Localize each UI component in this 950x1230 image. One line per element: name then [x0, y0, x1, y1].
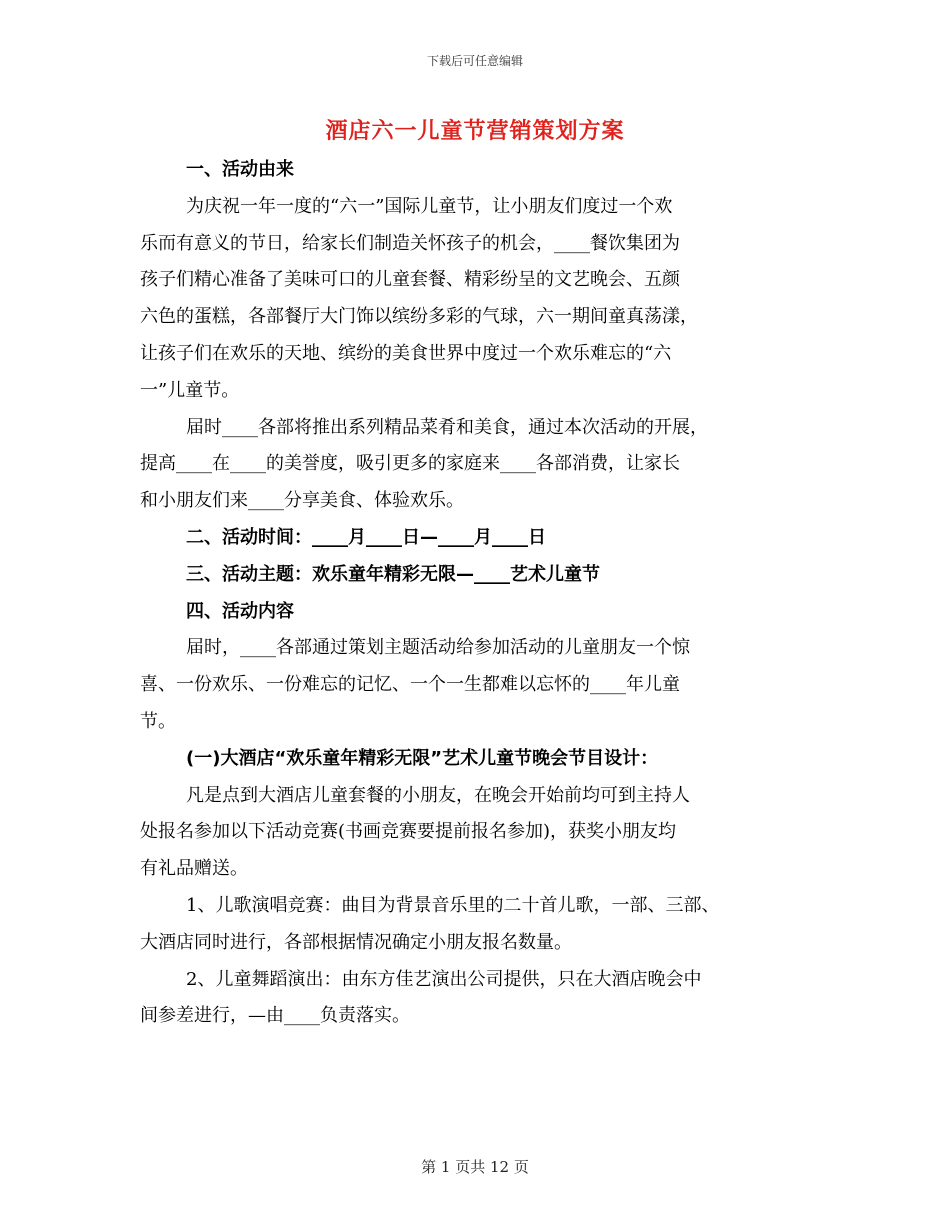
document-body — [140, 152, 820, 1035]
paragraph-line: 2、儿童舞蹈演出：由东方佳艺演出公司提供，只在大酒店晚会中 — [186, 968, 702, 990]
page-footer: 第 1 页共 12 页 — [421, 1158, 529, 1176]
paragraph-line: 孩子们精心准备了美味可口的儿童套餐、精彩纷呈的文艺晚会、五颜 — [140, 269, 680, 291]
paragraph-line: 六色的蛋糕，各部餐厅大门饰以缤纷多彩的气球，六一期间童真荡漾， — [140, 306, 698, 328]
paragraph-line: 大酒店同时进行，各部根据情况确定小朋友报名数量。 — [140, 931, 572, 953]
paragraph-line: 凡是点到大酒店儿童套餐的小朋友，在晚会开始前均可到主持人 — [186, 784, 690, 806]
paragraph-line: 为庆祝一年一度的“六一”国际儿童节，让小朋友们度过一个欢 — [186, 195, 673, 217]
document-title: 酒店六一儿童节营销策划方案 — [325, 119, 625, 144]
section-heading: 一、活动由来 — [186, 159, 294, 180]
section-heading: 三、活动主题：欢乐童年精彩无限—____艺术儿童节 — [186, 563, 600, 585]
paragraph-line: 让孩子们在欢乐的天地、缤纷的美食世界中度过一个欢乐难忘的“六 — [140, 342, 672, 364]
paragraph-line: 乐而有意义的节日，给家长们制造关怀孩子的机会，____餐饮集团为 — [140, 232, 680, 254]
paragraph-line: 间参差进行，—由____负责落实。 — [140, 1005, 410, 1027]
paragraph-line: 1、儿歌演唱竞赛：曲目为背景音乐里的二十首儿歌，一部、三部、 — [186, 894, 720, 916]
paragraph-line: 有礼品赠送。 — [140, 858, 248, 880]
paragraph-line: 一”儿童节。 — [140, 379, 240, 401]
paragraph-line: 喜、一份欢乐、一份难忘的记忆、一个一生都难以忘怀的____年儿童 — [140, 674, 680, 696]
header-note: 下载后可任意编辑 — [426, 54, 523, 68]
section-heading: 四、活动内容 — [186, 600, 294, 622]
paragraph-line: 届时，____各部通过策划主题活动给参加活动的儿童朋友一个惊 — [186, 637, 690, 659]
paragraph-line: 节。 — [140, 710, 176, 732]
section-heading: (一)大酒店“欢乐童年精彩无限”艺术儿童节晚会节目设计： — [186, 747, 659, 769]
section-heading: 二、活动时间：____月____日—____月____日 — [186, 526, 546, 548]
paragraph-line: 处报名参加以下活动竞赛(书画竞赛要提前报名参加)，获奖小朋友均 — [140, 821, 677, 843]
paragraph-line: 届时____各部将推出系列精品菜肴和美食，通过本次活动的开展， — [186, 416, 708, 438]
paragraph-line: 提高____在____的美誉度，吸引更多的家庭来____各部消费，让家长 — [140, 453, 680, 475]
paragraph-line: 和小朋友们来____分享美食、体验欢乐。 — [140, 490, 464, 512]
